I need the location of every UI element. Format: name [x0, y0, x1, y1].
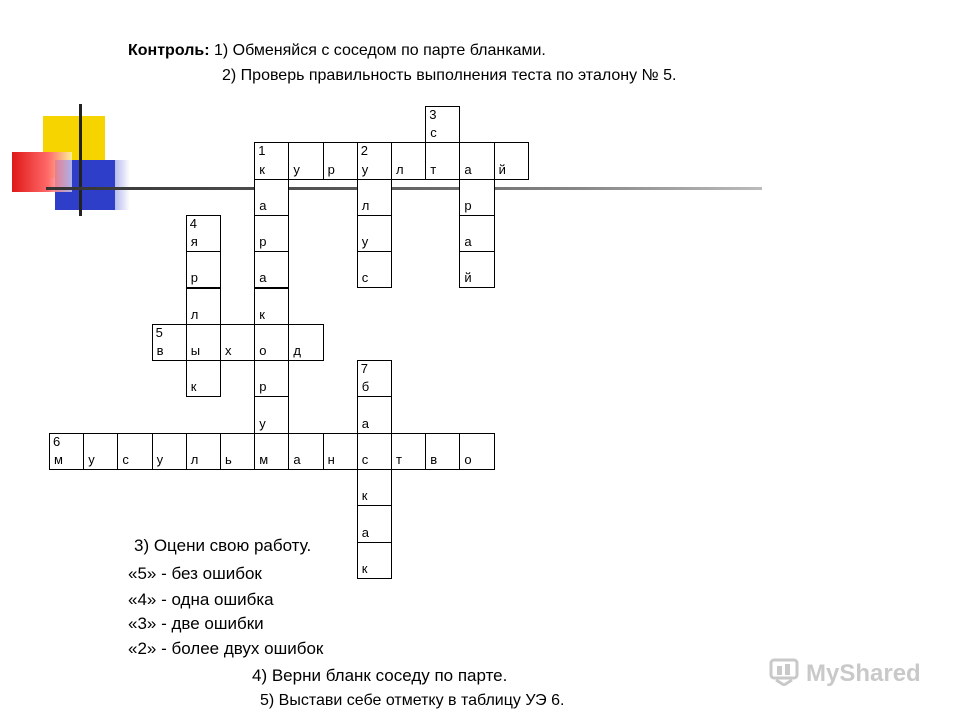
crossword-cell	[254, 324, 289, 361]
crossword-clue-number: 4	[189, 215, 198, 231]
crossword-cell	[152, 324, 187, 361]
crossword-letter: н	[327, 451, 335, 467]
crossword-cell	[357, 215, 392, 252]
crossword-cell	[186, 251, 221, 288]
crossword-cell	[117, 433, 152, 470]
crossword-cell	[323, 142, 358, 179]
watermark-text: MyShared	[806, 660, 921, 687]
crossword-letter: с	[430, 125, 437, 141]
crossword-cell	[254, 288, 289, 325]
crossword-cell	[459, 142, 494, 179]
crossword-clue-number: 5	[155, 324, 163, 340]
crossword-letter: р	[327, 161, 335, 177]
crossword-cell	[459, 179, 494, 216]
crossword-cell	[254, 396, 289, 433]
crossword-letter: а	[259, 270, 267, 286]
crossword-letter: у	[156, 451, 164, 467]
crossword-letter: с	[122, 451, 129, 467]
grade-item-3: «3» - две ошибки	[128, 614, 264, 633]
crossword-cell	[288, 324, 323, 361]
crossword-letter: х	[225, 343, 232, 359]
crossword-cell	[49, 433, 84, 470]
crossword-letter: й	[498, 161, 506, 177]
crossword-letter: т	[430, 161, 437, 177]
crossword-cell	[83, 433, 118, 470]
grading-title: 3) Оцени свою работу.	[134, 536, 312, 555]
crossword-cell	[288, 142, 323, 179]
grade-item-5: «5» - без ошибок	[128, 564, 262, 583]
crossword-letter: а	[361, 524, 370, 540]
crossword-letter: л	[396, 161, 404, 177]
crossword-clue-number: 6	[53, 433, 61, 449]
crossword-cell	[254, 179, 289, 216]
crossword-letter: к	[361, 488, 368, 504]
crossword-letter: а	[464, 234, 472, 250]
crossword-clue-number: 1	[258, 143, 266, 159]
crossword-cell	[254, 251, 289, 288]
crossword-letter: с	[361, 270, 369, 286]
crossword-cell	[186, 433, 221, 470]
crossword-cell	[425, 433, 460, 470]
crossword-cell	[391, 142, 426, 179]
crossword-letter: в	[156, 343, 164, 359]
crossword-letter: а	[464, 161, 472, 177]
crossword-cell	[186, 360, 221, 397]
grade-item-4: «4» - одна ошибка	[128, 590, 274, 609]
crossword-letter: у	[259, 415, 266, 431]
crossword-letter: р	[259, 234, 267, 250]
crossword-clue-number: 7	[360, 361, 369, 377]
crossword-letter: к	[361, 560, 368, 576]
control-heading	[128, 42, 546, 60]
crossword-letter: а	[361, 415, 370, 431]
crossword-letter: л	[361, 197, 370, 213]
crossword-clue-number: 2	[360, 143, 369, 159]
crossword-cell	[357, 179, 392, 216]
crossword-cell	[254, 360, 289, 397]
crossword-letter: у	[361, 234, 369, 250]
crossword-letter: к	[259, 306, 265, 322]
crossword-cell	[494, 142, 529, 179]
record-grade-step: 5) Выстави себе отметку в таблицу УЭ 6.	[260, 692, 565, 709]
crossword-cell	[459, 433, 494, 470]
crossword-cell	[425, 106, 460, 143]
crossword-cell	[186, 288, 221, 325]
crossword-cell	[323, 433, 358, 470]
crossword-letter: д	[293, 343, 301, 359]
crossword-letter: с	[361, 451, 369, 467]
crossword-cell	[254, 433, 289, 470]
crossword-cell	[254, 215, 289, 252]
crossword-cell	[186, 215, 221, 252]
myshared-logo-icon	[768, 656, 802, 686]
crossword-cell	[152, 433, 187, 470]
crossword-letter: у	[361, 161, 369, 177]
crossword-letter: а	[293, 451, 301, 467]
control-label: Контроль:	[128, 42, 210, 59]
grade-item-2: «2» - более двух ошибок	[128, 639, 324, 658]
crossword-letter: т	[396, 451, 402, 467]
crossword-letter: р	[190, 270, 199, 286]
crossword-letter: л	[190, 451, 199, 467]
crossword-cell	[391, 433, 426, 470]
crossword-cell	[254, 142, 289, 179]
crossword-letter: а	[259, 197, 267, 213]
return-form-step: 4) Верни бланк соседу по парте.	[252, 666, 508, 685]
crossword-letter: я	[190, 234, 198, 250]
crossword-cell	[357, 360, 392, 397]
crossword-letter: к	[190, 379, 197, 395]
control-step-2: 2) Проверь правильность выполнения теста по эталону № 5.	[222, 67, 677, 84]
crossword-cell	[357, 142, 392, 179]
crossword-letter: р	[259, 379, 267, 395]
crossword-letter: у	[293, 161, 300, 177]
crossword-letter: у	[88, 451, 95, 467]
crossword-cell	[357, 542, 392, 579]
crossword-cell	[357, 433, 392, 470]
crossword-letter: б	[361, 379, 370, 395]
crossword-letter: м	[259, 451, 269, 467]
crossword-clue-number: 3	[429, 107, 437, 122]
crossword-cell	[357, 505, 392, 542]
crossword-letter: ь	[225, 451, 232, 467]
crossword-cell	[357, 251, 392, 288]
crossword-letter: к	[259, 161, 265, 177]
crossword-letter: л	[190, 306, 199, 322]
crossword-cell	[425, 142, 460, 179]
crossword-letter: ы	[190, 343, 201, 359]
crossword-letter: й	[464, 270, 472, 286]
crossword-cell	[357, 396, 392, 433]
crossword-cell	[220, 324, 255, 361]
crossword-letter: о	[464, 451, 472, 467]
crossword-letter: р	[464, 197, 472, 213]
crossword-cell	[288, 433, 323, 470]
crossword-cell	[220, 433, 255, 470]
crossword-letter: о	[259, 343, 267, 359]
crossword-cell	[459, 251, 494, 288]
crossword-letter: в	[430, 451, 438, 467]
control-step-1: 1) Обменяйся с соседом по парте бланками.	[213, 42, 546, 59]
crossword-cell	[186, 324, 221, 361]
crossword-cell	[459, 215, 494, 252]
crossword-cell	[357, 469, 392, 506]
crossword-letter: м	[54, 451, 63, 467]
